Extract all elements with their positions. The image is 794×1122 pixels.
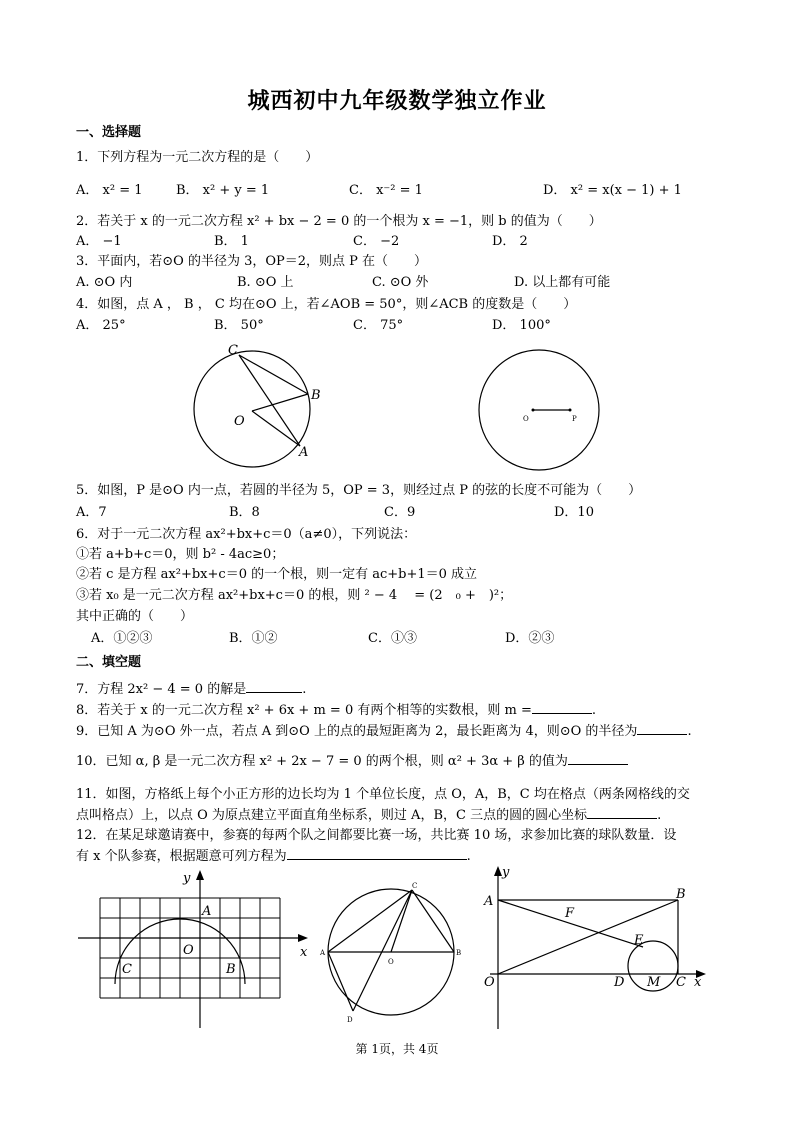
q6-option-d: D．②③ (505, 631, 555, 646)
label-a: A (202, 904, 212, 919)
q3-option-d: D. 以上都有可能 (514, 275, 611, 290)
segment-ob (498, 900, 678, 974)
label-c: C (676, 975, 686, 990)
q4-stem: 4．如图，点 A ， B ， C 均在⊙O 上，若∠AOB = 50°，则∠ACB 的度数是（ ） (76, 297, 577, 312)
segment-ob (252, 394, 308, 411)
label-o: O (234, 414, 245, 429)
chord-ac (328, 890, 412, 952)
q6-option-b: B．①② (229, 631, 278, 646)
q3-option-b: B. ⊙O 上 (237, 275, 294, 290)
q10-answer-blank[interactable] (568, 752, 628, 765)
q10 (76, 752, 628, 771)
label-p: P (572, 415, 577, 423)
label-a: A (299, 445, 309, 460)
label-m: M (647, 975, 661, 990)
q8-text: 8．若关于 x 的一元二次方程 x² + 6x + m = 0 有两个相等的实数根，则 m = (76, 703, 532, 718)
q2-option-c: C． −2 (353, 234, 400, 249)
chord-ad (328, 952, 353, 1011)
q11-line2 (76, 806, 661, 825)
q5-option-a: A．7 (76, 505, 107, 520)
q2-option-a: A． −1 (76, 234, 122, 249)
label-b: B (456, 949, 462, 957)
figure-q4-circle (180, 338, 330, 468)
q12-line2 (76, 847, 471, 866)
q2-option-b: B． 1 (214, 234, 249, 249)
q1-option-c: C． x⁻² = 1 (349, 183, 423, 198)
q3-option-c: C. ⊙O 外 (372, 275, 429, 290)
circle-o (194, 351, 310, 467)
q9-answer-blank[interactable] (637, 722, 687, 735)
x-axis-arrow (298, 934, 308, 942)
section-fill-heading: 二、填空题 (76, 655, 142, 670)
q1-option-d: D． x² = x(x − 1) + 1 (543, 183, 682, 198)
label-a: A (484, 894, 494, 909)
label-y: y (502, 865, 510, 880)
label-f: F (565, 906, 575, 921)
label-d: D (347, 1016, 353, 1024)
label-d: D (614, 975, 625, 990)
q6-stem: 6．对于一元二次方程 ax²+bx+c＝0（a≠0），下列说法： (76, 527, 417, 542)
q11-answer-blank[interactable] (587, 806, 657, 819)
q4-option-d: D． 100° (492, 318, 551, 333)
q6-ask: 其中正确的（ ） (76, 609, 194, 624)
q11-line1: 11．如图，方格纸上每个小正方形的边长均为 1 个单位长度，点 O，A，B，C 均在格点（两条网格线的交 (76, 787, 690, 802)
q4-option-a: A． 25° (76, 318, 126, 333)
q5-option-d: D．10 (554, 505, 594, 520)
q4-option-c: C． 75° (353, 318, 404, 333)
q10-text: 10．已知 α, β 是一元二次方程 x² + 2x − 7 = 0 的两个根，则 α² + 3α + β 的值为 (76, 754, 568, 769)
label-o: O (388, 958, 394, 966)
figure-q12-circle (318, 880, 468, 1028)
label-b: B (311, 388, 321, 403)
y-axis-arrow (196, 870, 204, 880)
segment-ca (239, 355, 300, 446)
segment-cb (239, 355, 308, 394)
chord-bc (412, 890, 454, 952)
label-b: B (676, 887, 686, 902)
page-title: 城西初中九年级数学独立作业 (247, 88, 547, 114)
q5-option-c: C．9 (384, 505, 416, 520)
q8-end: . (591, 703, 596, 718)
q7 (76, 680, 306, 699)
q5-option-b: B．8 (229, 505, 260, 520)
y-axis-arrow (494, 866, 502, 876)
q8 (76, 701, 596, 720)
q12-end: . (466, 849, 471, 864)
q1-option-a: A． x² = 1 (76, 183, 143, 198)
label-x: x (300, 945, 308, 960)
figure-q11-grid (70, 868, 320, 1033)
q3-stem: 3．平面内，若⊙O 的半径为 3，OP＝2，则点 P 在（ ） (76, 254, 428, 269)
q9-end: . (687, 724, 692, 739)
point-p (569, 409, 572, 412)
q11-end: . (657, 808, 662, 823)
q1-stem: 1．下列方程为一元二次方程的是（ ） (76, 150, 319, 165)
label-o: O (183, 943, 194, 958)
q4-option-b: B． 50° (214, 318, 264, 333)
q8-answer-blank[interactable] (532, 701, 592, 714)
q2-option-d: D． 2 (492, 234, 528, 249)
segment-oc (391, 890, 412, 952)
q9 (76, 722, 692, 741)
q7-answer-blank[interactable] (246, 680, 302, 693)
label-c: C (122, 962, 132, 977)
q11-text: 点叫格点）上，以点 O 为原点建立平面直角坐标系，则过 A，B，C 三点的圆的圆心坐标 (76, 808, 588, 823)
page-footer: 第 1页，共 4页 (355, 1042, 439, 1056)
label-c: C (228, 343, 238, 358)
figure-q5-circle (470, 343, 610, 478)
label-a: A (320, 949, 326, 957)
point-o (532, 409, 535, 412)
label-y: y (183, 871, 191, 886)
q5-stem: 5．如图，P 是⊙O 内一点，若圆的半径为 5，OP = 3，则经过点 P 的弦的长度不可能为（ ） (76, 483, 642, 498)
q12-text: 有 x 个队参赛，根据题意可列方程为 (76, 849, 287, 864)
q6-statement-3: ③若 x₀ 是一元二次方程 ax²+bx+c＝0 的根，则 ² − 4 = (2 ₀ + )²； (76, 588, 513, 603)
label-c: C (412, 882, 418, 890)
label-o: O (523, 415, 529, 423)
q7-end: . (302, 682, 307, 697)
section-choice-heading: 一、选择题 (76, 125, 142, 140)
chord-cd (353, 890, 412, 1011)
q1-option-b: B． x² + y = 1 (176, 183, 270, 198)
label-x: x (694, 975, 702, 990)
label-o: O (484, 975, 495, 990)
q7-text: 7．方程 2x² − 4 = 0 的解是 (76, 682, 247, 697)
q3-option-a: A. ⊙O 内 (76, 275, 133, 290)
q9-text: 9．已知 A 为⊙O 外一点，若点 A 到⊙O 上的点的最短距离为 2，最长距离为 4，则⊙O 的半径为 (76, 724, 638, 739)
figure-rectangle-circle (478, 864, 718, 1034)
label-b: B (226, 962, 236, 977)
q6-statement-2: ②若 c 是方程 ax²+bx+c＝0 的一个根，则一定有 ac+b+1＝0 成立 (76, 567, 478, 582)
q12-answer-blank[interactable] (287, 847, 467, 860)
q6-option-c: C．①③ (368, 631, 417, 646)
q12-line1: 12．在某足球邀请赛中，参赛的每两个队之间都要比赛一场，共比赛 10 场，求参加比赛的球队数量．设 (76, 828, 677, 843)
q6-statement-1: ①若 a+b+c＝0，则 b² - 4ac≥0； (76, 547, 285, 562)
label-e: E (634, 933, 644, 948)
segment-oa (252, 411, 300, 446)
q2-stem: 2．若关于 x 的一元二次方程 x² + bx − 2 = 0 的一个根为 x = −1，则 b 的值为（ ） (76, 214, 602, 229)
q6-option-a: A．①②③ (91, 631, 153, 646)
